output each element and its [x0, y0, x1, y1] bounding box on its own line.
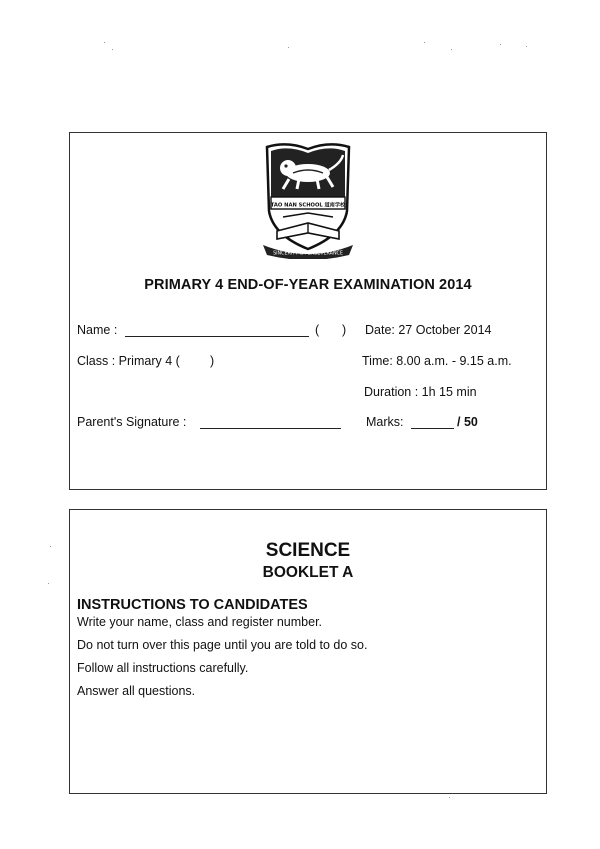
exam-date: Date: 27 October 2014 — [365, 323, 492, 337]
register-paren-open: ( — [315, 323, 320, 337]
name-label: Name : — [77, 323, 118, 337]
parent-signature-line[interactable] — [200, 418, 341, 429]
scan-speck — [526, 46, 527, 47]
subject-title: SCIENCE — [265, 540, 351, 561]
class-label: Class : Primary 4 ( — [77, 354, 180, 368]
marks-blank-line[interactable] — [411, 418, 454, 429]
scan-speck — [288, 47, 289, 48]
exam-title: PRIMARY 4 END-OF-YEAR EXAMINATION 2014 — [144, 277, 472, 293]
scan-speck — [424, 42, 425, 43]
parent-signature-label: Parent's Signature : — [77, 415, 187, 429]
name-blank-line[interactable] — [125, 326, 309, 337]
marks-total: / 50 — [457, 415, 478, 429]
crest-banner-text: TAO NAN SCHOOL 道南学校 — [270, 202, 346, 209]
school-crest-logo — [263, 141, 353, 259]
booklet-panel — [69, 509, 547, 794]
crest-motto: SINCERITY & PERSEVERANCE — [273, 251, 343, 257]
register-paren-close: ) — [342, 323, 347, 337]
class-paren-close: ) — [210, 354, 215, 368]
instruction-item: Do not turn over this page until you are told to do so. — [77, 638, 368, 652]
exam-time: Time: 8.00 a.m. - 9.15 a.m. — [362, 354, 512, 368]
instruction-item: Follow all instructions carefully. — [77, 661, 249, 675]
booklet-title: BOOKLET A — [262, 564, 354, 581]
scan-speck — [449, 797, 450, 798]
scan-speck — [112, 49, 113, 50]
instructions-heading: INSTRUCTIONS TO CANDIDATES — [77, 597, 308, 613]
scan-speck — [48, 583, 49, 584]
marks-label: Marks: — [366, 415, 404, 429]
scan-speck — [451, 49, 452, 50]
instruction-item: Answer all questions. — [77, 684, 196, 698]
scan-speck — [104, 42, 105, 43]
exam-duration: Duration : 1h 15 min — [364, 385, 477, 399]
instruction-item: Write your name, class and register number. — [77, 615, 323, 629]
cover-panel — [69, 132, 547, 490]
scan-speck — [500, 44, 501, 45]
scan-speck — [50, 546, 51, 547]
